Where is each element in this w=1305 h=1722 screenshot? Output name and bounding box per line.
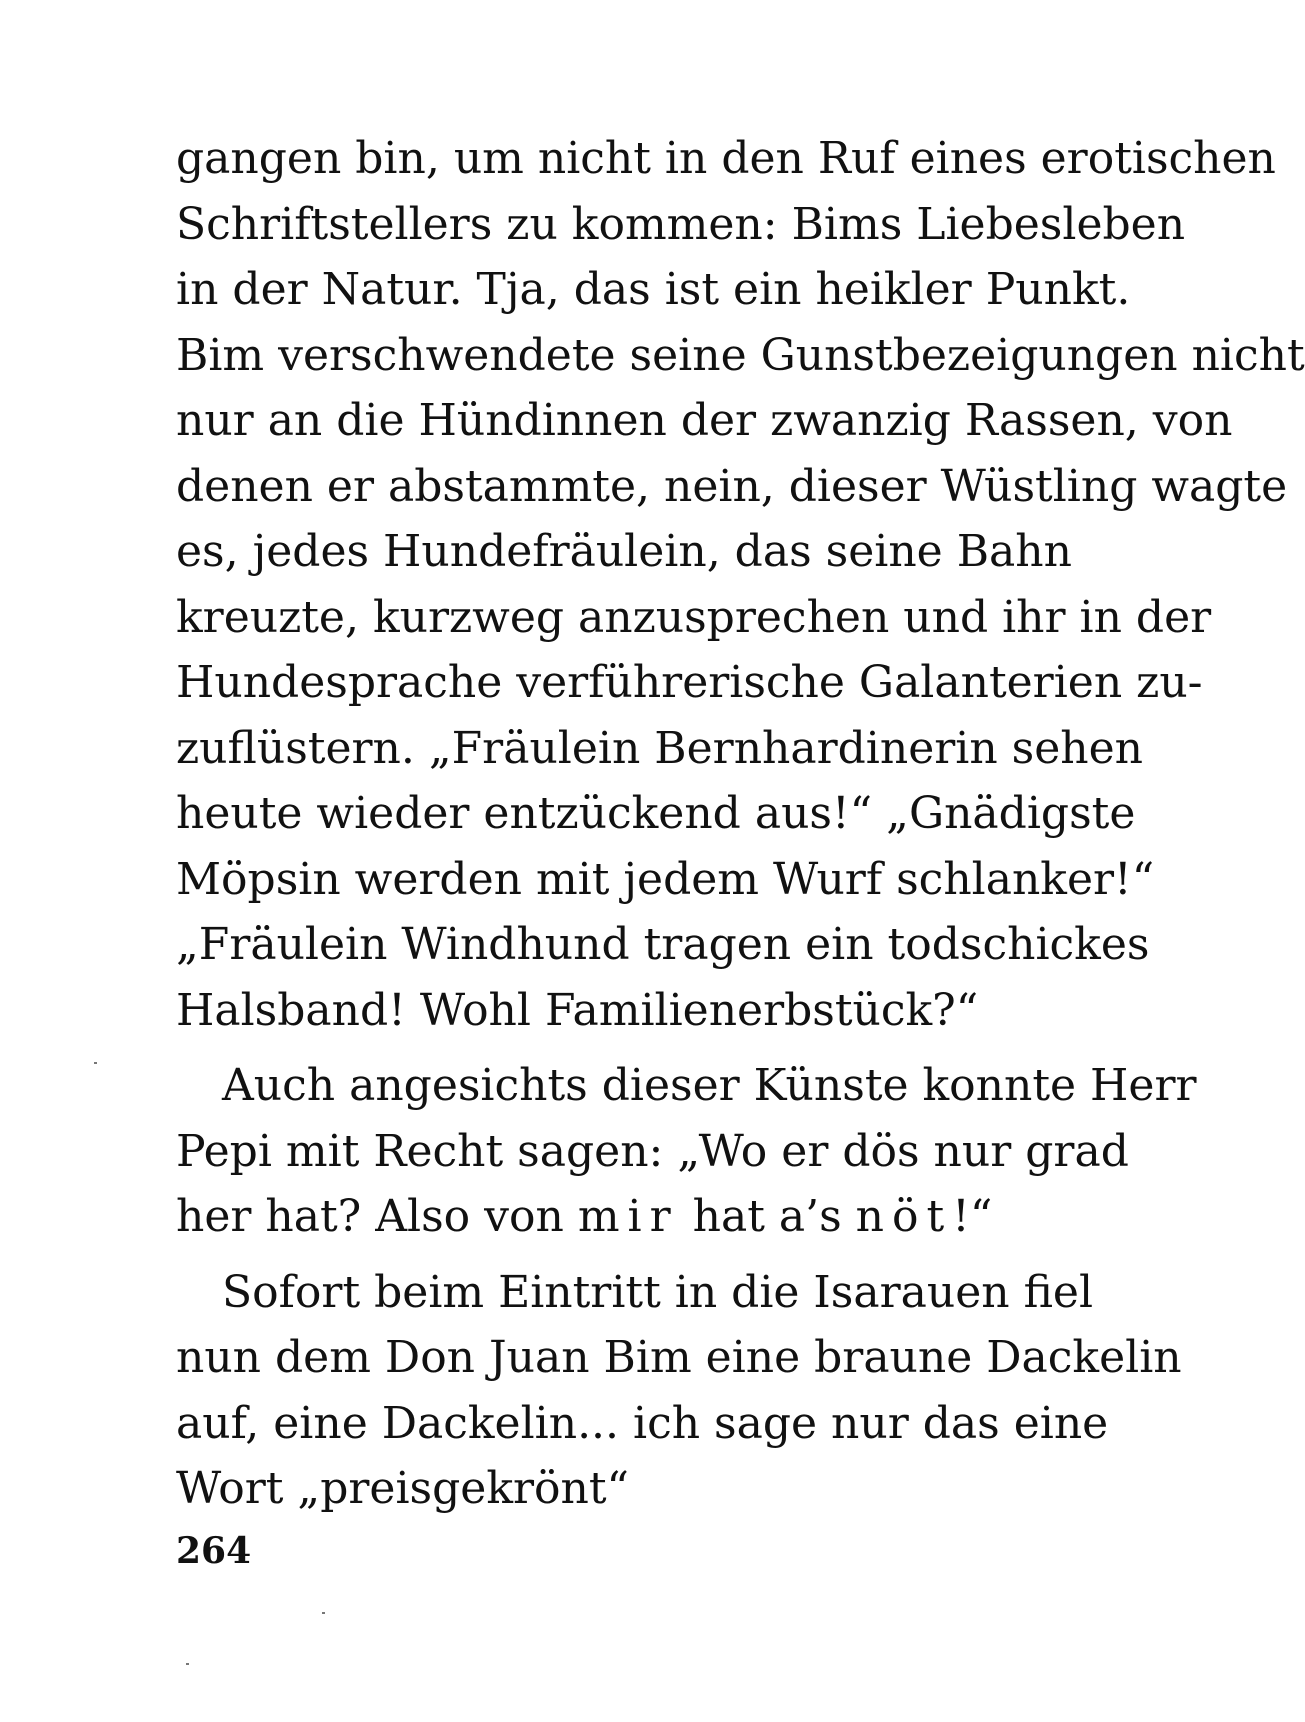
- emphasized-word: mir: [577, 1191, 679, 1242]
- text-line: Auch angesichts dieser Künste konnte Herr: [222, 1060, 1197, 1111]
- text-fragment: !“: [952, 1191, 993, 1242]
- scan-speck: [186, 1663, 189, 1665]
- text-line: Schriftstellers zu kommen: Bims Liebesleben: [176, 198, 1186, 250]
- text-fragment: hat a’s: [678, 1191, 856, 1242]
- text-line: Halsband! Wohl Familienerbstück?“: [176, 984, 979, 1036]
- text-line: Hundesprache verführerische Galanterien zu-: [176, 657, 1203, 708]
- text-line: gangen bin, um nicht in den Ruf eines erotischen: [176, 133, 1276, 184]
- text-line: Wort „preisgekrönt“: [176, 1463, 630, 1514]
- text-line: auf, eine Dackelin... ich sage nur das eine: [176, 1397, 1109, 1449]
- text-line: nun dem Don Juan Bim eine braune Dackelin: [176, 1332, 1182, 1383]
- text-line: Pepi mit Recht sagen: „Wo er dös nur grad: [176, 1125, 1129, 1177]
- body-text: [176, 126, 1305, 1522]
- text-line: zuflüstern. „Fräulein Bernhardinerin sehen: [176, 722, 1144, 774]
- scan-speck: [322, 1612, 325, 1614]
- text-line: kreuzte, kurzweg anzusprechen und ihr in der: [176, 591, 1212, 643]
- text-line: [176, 1184, 1032, 1250]
- text-line: nur an die Hündinnen der zwanzig Rassen, von: [176, 395, 1233, 446]
- text-line: denen er abstammte, nein, dieser Wüstling wagte: [176, 460, 1288, 512]
- text-fragment: her hat? Also von: [176, 1191, 578, 1242]
- text-line: Möpsin werden mit jedem Wurf schlanker!“: [176, 853, 1155, 905]
- text-line: Bim verschwendete seine Gunstbezeigungen nicht: [176, 329, 1305, 381]
- text-line: „Fräulein Windhund tragen ein todschickes: [176, 919, 1150, 970]
- page-number: 264: [176, 1530, 252, 1572]
- text-line: es, jedes Hundefräulein, das seine Bahn: [176, 526, 1072, 577]
- emphasized-word: nöt: [855, 1191, 953, 1242]
- text-line: in der Natur. Tja, das ist ein heikler Punkt.: [176, 264, 1131, 315]
- scan-speck: [94, 1062, 97, 1064]
- paragraph-gap: [176, 1043, 1032, 1053]
- text-line: heute wieder entzückend aus!“ „Gnädigste: [176, 788, 1136, 839]
- paragraph-gap: [176, 1250, 1032, 1260]
- text-line: Sofort beim Eintritt in die Isarauen fiel: [222, 1266, 1094, 1318]
